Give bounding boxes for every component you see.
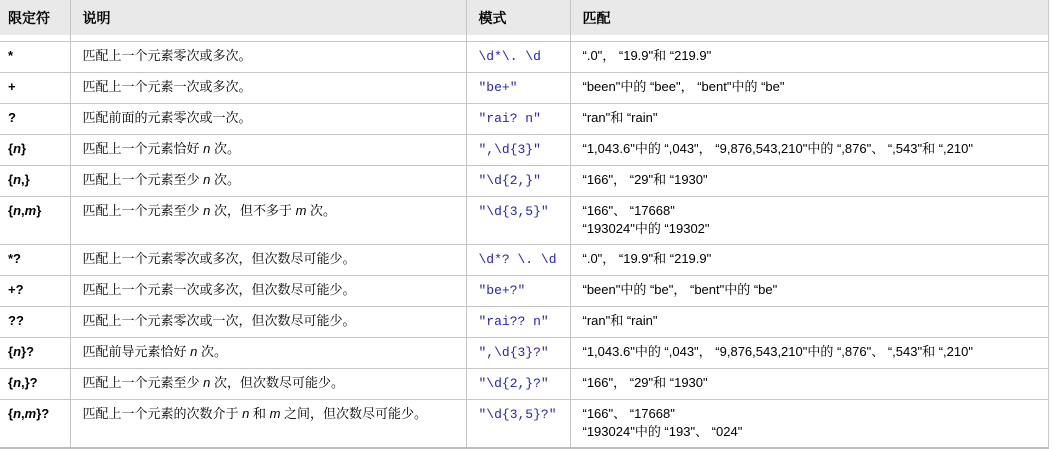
quantifier-cell: [0, 72, 70, 103]
match-line: “166"、 “17668": [582, 202, 675, 218]
pattern-cell: [466, 134, 570, 165]
plain-text: 次。: [197, 343, 227, 359]
match-line: “1,043.6"中的 “,043"， “9,876,543,210"中的 “,876"、 “,543"和 “,210": [582, 140, 973, 156]
quantifier-cell: [0, 306, 70, 337]
pattern-cell: [466, 337, 570, 368]
plain-text: 匹配上一个元素一次或多次。: [82, 78, 252, 94]
quantifier-cell: [0, 165, 70, 196]
plain-text: *?: [8, 250, 21, 266]
plain-text: +?: [8, 281, 24, 297]
quantifier-cell: [0, 196, 70, 244]
plain-text: {: [8, 171, 14, 187]
table-header-row: [0, 0, 1049, 41]
plain-text: 匹配上一个元素一次或多次，但次数尽可能少。: [82, 281, 356, 297]
quantifier-cell: [0, 399, 70, 448]
pattern-code: "\d{3,5}?": [478, 406, 557, 422]
pattern-cell: [466, 275, 570, 306]
quantifier-cell: [0, 275, 70, 306]
description-cell: [70, 306, 466, 337]
pattern-cell: [466, 165, 570, 196]
description-cell: [70, 41, 466, 72]
col-header-match: 匹配: [570, 0, 1049, 41]
match-line: “166"， “29"和 “1930": [582, 171, 708, 187]
plain-text: }?: [21, 343, 35, 359]
table-row: [0, 165, 1049, 196]
description-cell: [70, 244, 466, 275]
description-cell: [70, 165, 466, 196]
description-cell: [70, 196, 466, 244]
variable-text: n: [203, 374, 211, 390]
match-line: “.0"， “19.9"和 “219.9": [582, 47, 712, 63]
variable-text: n: [203, 202, 211, 218]
table-row: [0, 337, 1049, 368]
pattern-cell: [466, 196, 570, 244]
plain-text: 次，但次数尽可能少。: [210, 374, 344, 390]
pattern-code: "be+": [478, 79, 518, 95]
plain-text: ?: [8, 109, 16, 125]
plain-text: 匹配上一个元素零次或多次。: [82, 47, 252, 63]
match-cell: [570, 306, 1049, 337]
match-cell: [570, 399, 1049, 448]
table-row: [0, 244, 1049, 275]
match-cell: [570, 134, 1049, 165]
plain-text: 和: [249, 405, 270, 421]
pattern-code: "rai?? n": [478, 313, 549, 329]
plain-text: ,}: [21, 171, 30, 187]
variable-text: n: [190, 343, 198, 359]
description-cell: [70, 275, 466, 306]
plain-text: 之间，但次数尽可能少。: [280, 405, 428, 421]
variable-text: n: [203, 171, 211, 187]
plain-text: 次。: [210, 171, 240, 187]
description-cell: [70, 72, 466, 103]
match-line: “ran"和 “rain": [582, 109, 658, 125]
plain-text: 次。: [210, 140, 240, 156]
pattern-cell: [466, 41, 570, 72]
variable-text: n: [13, 171, 22, 187]
match-line: “been"中的 “be"， “bent"中的 “be": [582, 281, 778, 297]
plain-text: ,: [21, 405, 25, 421]
col-header-quantifier: 限定符: [0, 0, 70, 41]
plain-text: 匹配上一个元素零次或多次，但次数尽可能少。: [82, 250, 356, 266]
plain-text: 匹配上一个元素至少: [82, 202, 204, 218]
match-cell: [570, 275, 1049, 306]
quantifier-cell: [0, 103, 70, 134]
plain-text: 次，但不多于: [210, 202, 296, 218]
pattern-code: ",\d{3}?": [478, 344, 549, 360]
plain-text: {: [8, 343, 14, 359]
plain-text: {: [8, 405, 14, 421]
quantifier-cell: [0, 41, 70, 72]
variable-text: n: [13, 374, 22, 390]
quantifier-cell: [0, 134, 70, 165]
pattern-cell: [466, 244, 570, 275]
plain-text: }?: [36, 405, 50, 421]
variable-text: n: [13, 405, 22, 421]
plain-text: 匹配上一个元素的次数介于: [82, 405, 243, 421]
match-cell: [570, 103, 1049, 134]
pattern-cell: [466, 399, 570, 448]
table-row: [0, 103, 1049, 134]
match-line: “ran"和 “rain": [582, 312, 658, 328]
match-cell: [570, 72, 1049, 103]
pattern-cell: [466, 306, 570, 337]
match-line: “193024"中的 “193"、 “024": [582, 423, 743, 439]
plain-text: 次。: [306, 202, 337, 218]
variable-text: n: [13, 343, 22, 359]
description-cell: [70, 103, 466, 134]
match-cell: [570, 337, 1049, 368]
table-row: [0, 399, 1049, 448]
variable-text: n: [13, 140, 22, 156]
description-cell: [70, 368, 466, 399]
table-row: [0, 41, 1049, 72]
variable-text: n: [203, 140, 211, 156]
match-line: “1,043.6"中的 “,043"， “9,876,543,210"中的 “,876"、 “,543"和 “,210": [582, 343, 973, 359]
plain-text: 匹配前导元素恰好: [82, 343, 191, 359]
plain-text: {: [8, 374, 14, 390]
match-line: “been"中的 “bee"， “bent"中的 “be": [582, 78, 785, 94]
quantifier-cell: [0, 368, 70, 399]
plain-text: +: [8, 78, 16, 94]
match-line: “166"、 “17668": [582, 405, 675, 421]
match-line: “166"， “29"和 “1930": [582, 374, 708, 390]
table-row: [0, 196, 1049, 244]
description-cell: [70, 134, 466, 165]
plain-text: 匹配上一个元素至少: [82, 171, 204, 187]
table-row: [0, 275, 1049, 306]
match-cell: [570, 41, 1049, 72]
pattern-code: "\d{2,}?": [478, 375, 549, 391]
variable-text: n: [13, 202, 22, 218]
match-line: “.0"， “19.9"和 “219.9": [582, 250, 712, 266]
quantifier-cell: [0, 244, 70, 275]
table-body: [0, 41, 1049, 448]
pattern-cell: [466, 103, 570, 134]
col-header-pattern: 模式: [466, 0, 570, 41]
plain-text: 匹配上一个元素零次或一次，但次数尽可能少。: [82, 312, 356, 328]
plain-text: }: [21, 140, 27, 156]
col-header-description: 说明: [70, 0, 466, 41]
variable-text: m: [24, 202, 37, 218]
variable-text: m: [24, 405, 37, 421]
table-row: [0, 134, 1049, 165]
variable-text: m: [295, 202, 307, 218]
plain-text: 匹配上一个元素恰好: [82, 140, 204, 156]
match-cell: [570, 165, 1049, 196]
match-cell: [570, 368, 1049, 399]
plain-text: {: [8, 140, 14, 156]
plain-text: ??: [8, 312, 24, 328]
pattern-code: "rai? n": [478, 110, 541, 126]
description-cell: [70, 399, 466, 448]
plain-text: {: [8, 202, 14, 218]
pattern-code: \d*? \. \d: [478, 251, 557, 267]
plain-text: 匹配前面的元素零次或一次。: [82, 109, 252, 125]
plain-text: *: [8, 47, 14, 63]
pattern-code: "be+?": [478, 282, 526, 298]
pattern-cell: [466, 368, 570, 399]
quantifier-cell: [0, 337, 70, 368]
match-line: “193024"中的 “19302": [582, 220, 710, 236]
pattern-code: ",\d{3}": [478, 141, 541, 157]
variable-text: m: [269, 405, 281, 421]
pattern-cell: [466, 72, 570, 103]
pattern-code: \d*\. \d: [478, 48, 541, 64]
pattern-code: "\d{2,}": [478, 172, 541, 188]
plain-text: 匹配上一个元素至少: [82, 374, 204, 390]
plain-text: ,}?: [21, 374, 38, 390]
table-row: [0, 72, 1049, 103]
match-cell: [570, 196, 1049, 244]
variable-text: n: [242, 405, 250, 421]
pattern-code: "\d{3,5}": [478, 203, 549, 219]
plain-text: }: [36, 202, 42, 218]
table-row: [0, 306, 1049, 337]
match-cell: [570, 244, 1049, 275]
description-cell: [70, 337, 466, 368]
plain-text: ,: [21, 202, 25, 218]
table-row: [0, 368, 1049, 399]
